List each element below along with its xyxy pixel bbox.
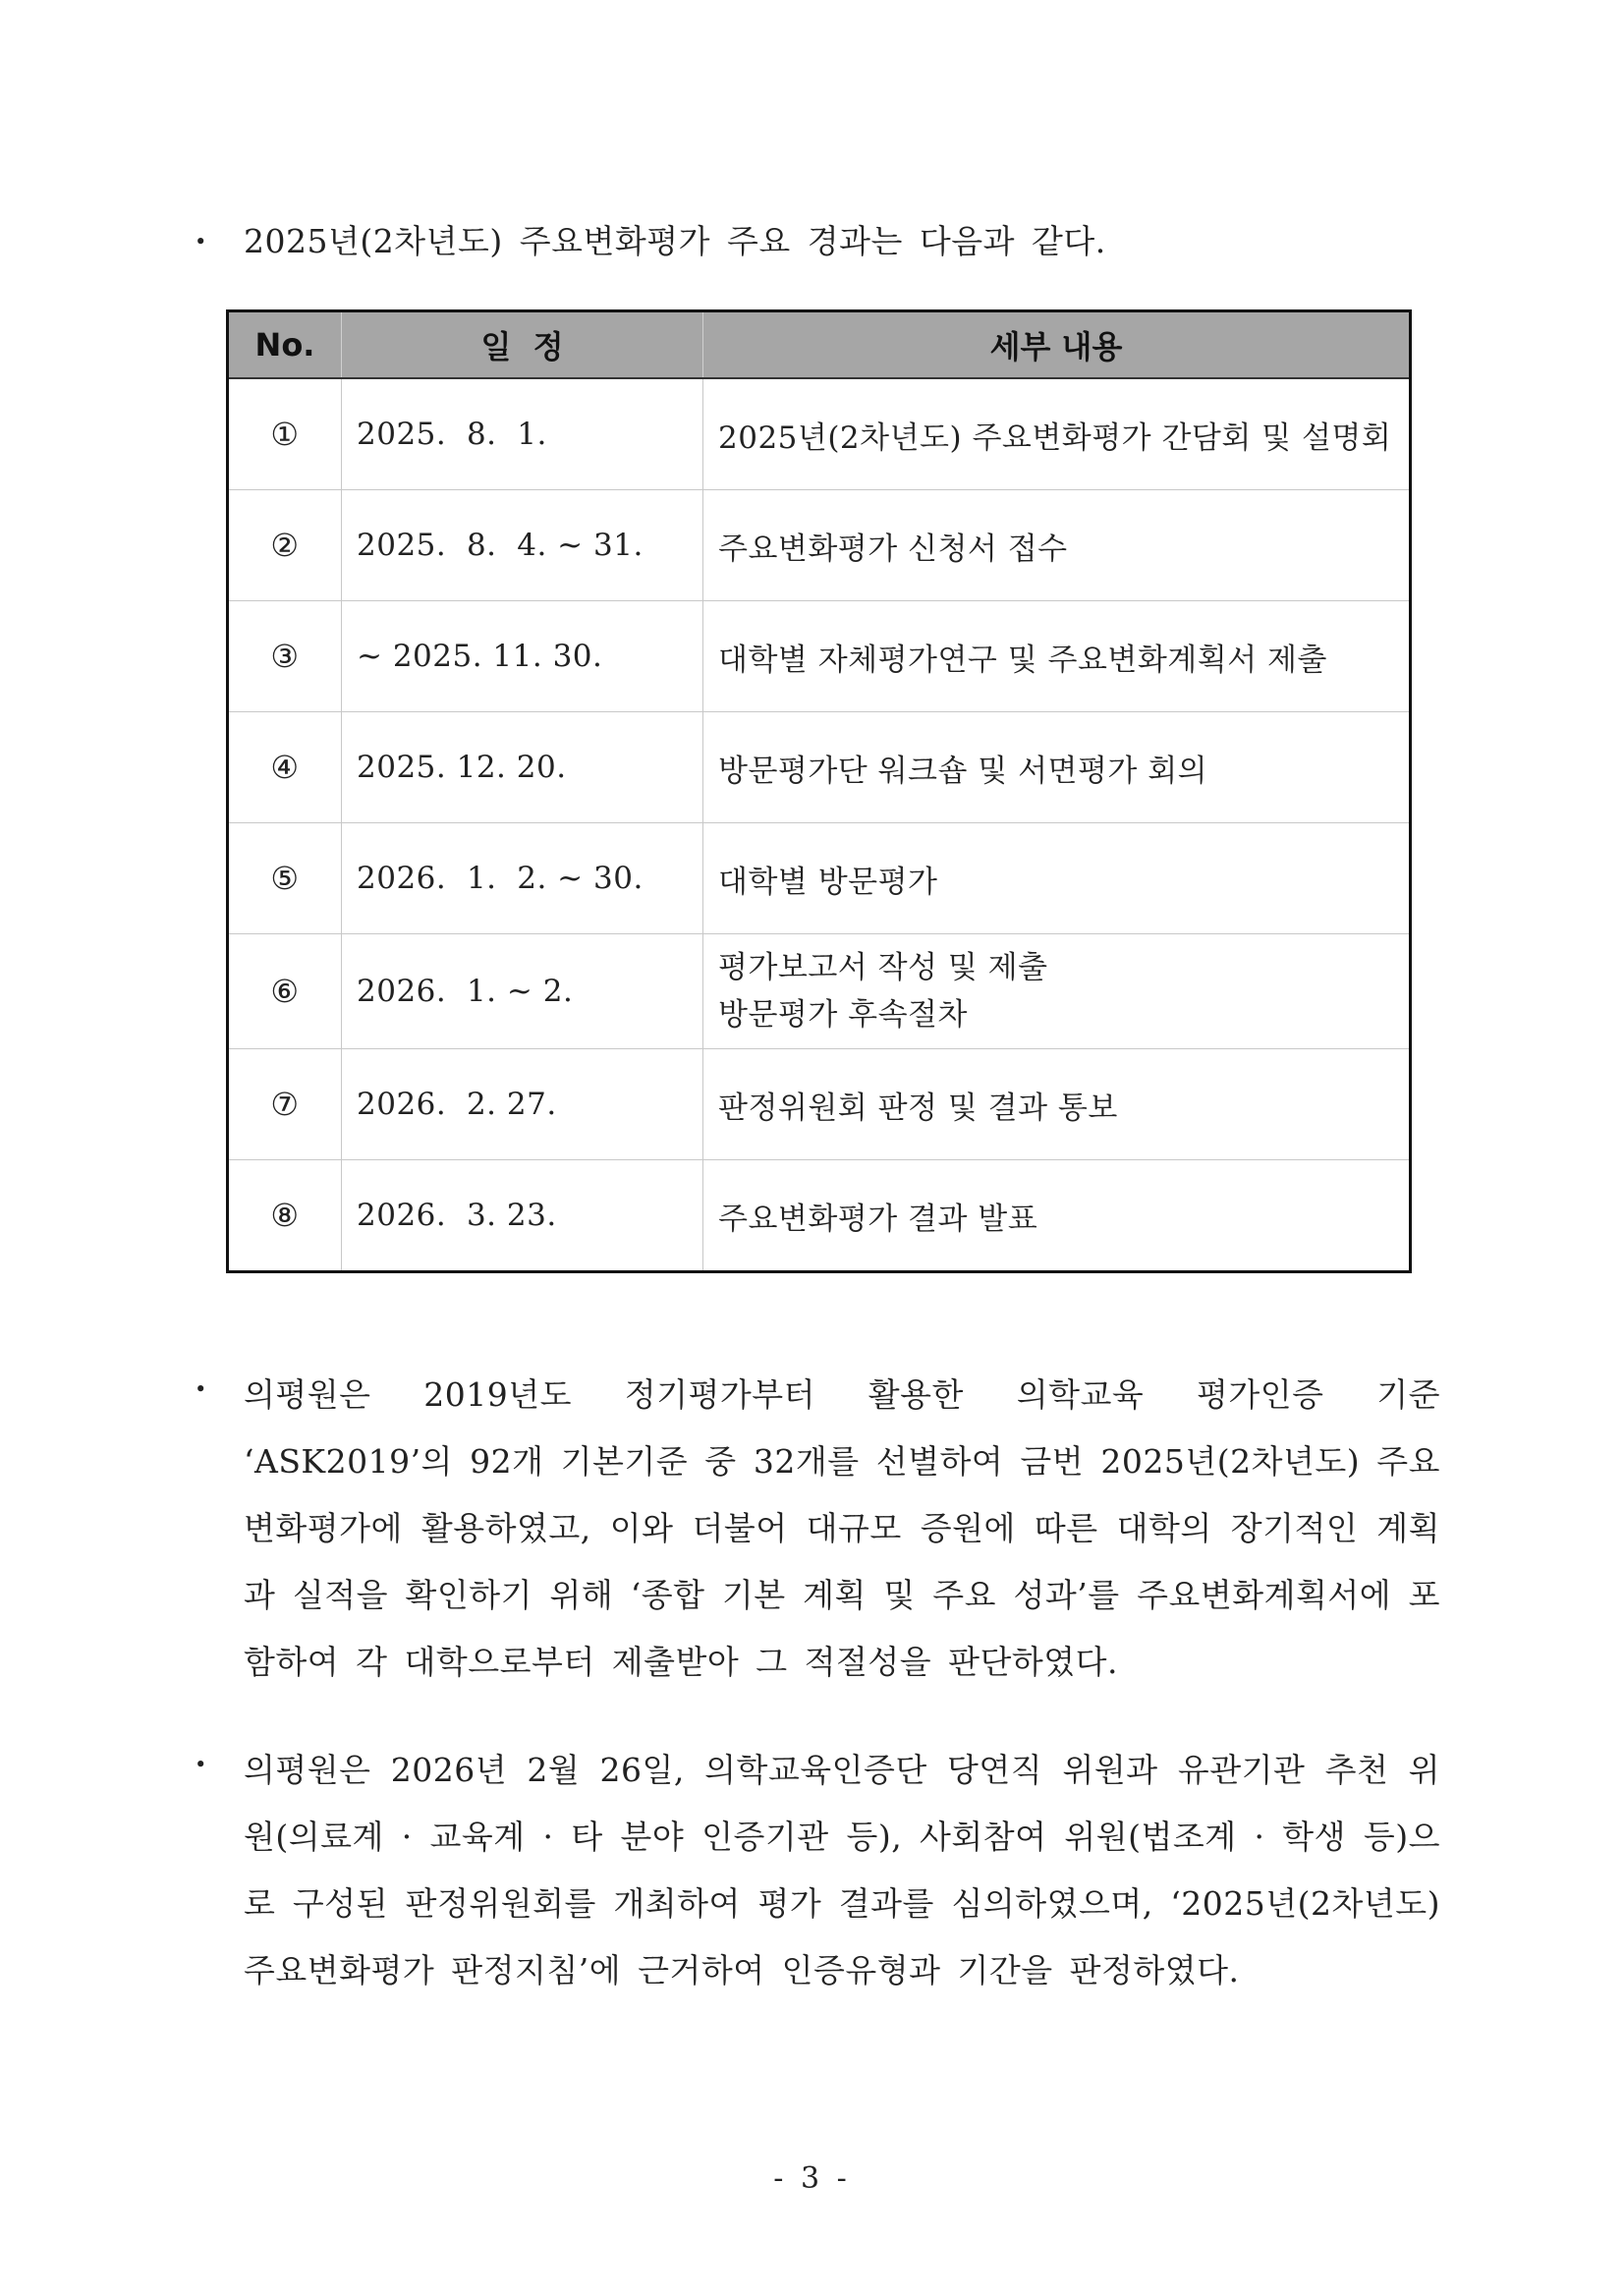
- row-date: ~ 2025. 11. 30.: [342, 601, 703, 712]
- body-paragraph: 의평원은 2019년도 정기평가부터 활용한 의학교육 평가인증 기준 ‘ASK2019’의 92개 기본기준 중 32개를 선별하여 금번 2025년(2차년도) 주요변화평가에 활용하였고, 이와 더불어 대규모 증원에 따른 대학의 장기적인 계획과 실적을 확인하기 위해 ‘종합 기본 계획 및 주요 성과’를 주요변화계획서에 포함하여 각 대학으로부터 제출받아 그 적절성을 판단하였다.: [244, 1375, 1440, 1681]
- page-number: - 3 -: [773, 2161, 851, 2196]
- row-detail: 대학별 방문평가: [703, 823, 1411, 934]
- row-number: ①: [228, 378, 342, 490]
- bullet: •: [195, 1377, 207, 1401]
- row-number: ⑦: [228, 1049, 342, 1160]
- row-date: 2026. 3. 23.: [342, 1160, 703, 1272]
- bullet: •: [195, 230, 207, 253]
- row-date: 2026. 1. 2. ~ 30.: [342, 823, 703, 934]
- row-detail: 대학별 자체평가연구 및 주요변화계획서 제출: [703, 601, 1411, 712]
- row-detail: 평가보고서 작성 및 제출 방문평가 후속절차: [703, 934, 1411, 1049]
- row-date: 2026. 1. ~ 2.: [342, 934, 703, 1049]
- row-number: ⑤: [228, 823, 342, 934]
- row-detail: 방문평가단 워크숍 및 서면평가 회의: [703, 712, 1411, 823]
- table-row: [228, 1160, 1411, 1272]
- row-date: 2025. 12. 20.: [342, 712, 703, 823]
- header-date: 일 정: [342, 311, 703, 379]
- intro-paragraph: 2025년(2차년도) 주요변화평가 주요 경과는 다음과 같다.: [244, 222, 1106, 260]
- row-date: 2026. 2. 27.: [342, 1049, 703, 1160]
- table-row: [228, 378, 1411, 490]
- row-date: 2025. 8. 4. ~ 31.: [342, 490, 703, 601]
- row-detail: 주요변화평가 결과 발표: [703, 1160, 1411, 1272]
- table-row: [228, 1049, 1411, 1160]
- table-row: [228, 823, 1411, 934]
- row-number: ③: [228, 601, 342, 712]
- row-number: ④: [228, 712, 342, 823]
- body-paragraph: 의평원은 2026년 2월 26일, 의학교육인증단 당연직 위원과 유관기관 추천 위원(의료계 · 교육계 · 타 분야 인증기관 등), 사회참여 위원(법조계 · 학생 등)으로 구성된 판정위원회를 개최하여 평가 결과를 심의하였으며, ‘2025년(2차년도) 주요변화평가 판정지침’에 근거하여 인증유형과 기간을 판정하였다.: [244, 1751, 1440, 1989]
- table-header-row: [228, 311, 1411, 379]
- header-detail: 세부 내용: [703, 311, 1411, 379]
- table-row: [228, 601, 1411, 712]
- row-detail: 주요변화평가 신청서 접수: [703, 490, 1411, 601]
- row-number: ⑧: [228, 1160, 342, 1272]
- table-row: [228, 712, 1411, 823]
- table-row: [228, 934, 1411, 1049]
- header-no: No.: [228, 311, 342, 379]
- row-detail: 판정위원회 판정 및 결과 통보: [703, 1049, 1411, 1160]
- schedule-table: [226, 309, 1412, 1273]
- row-number: ②: [228, 490, 342, 601]
- row-number: ⑥: [228, 934, 342, 1049]
- bullet: •: [195, 1753, 207, 1776]
- table-row: [228, 490, 1411, 601]
- row-date: 2025. 8. 1.: [342, 378, 703, 490]
- row-detail: 2025년(2차년도) 주요변화평가 간담회 및 설명회: [703, 378, 1411, 490]
